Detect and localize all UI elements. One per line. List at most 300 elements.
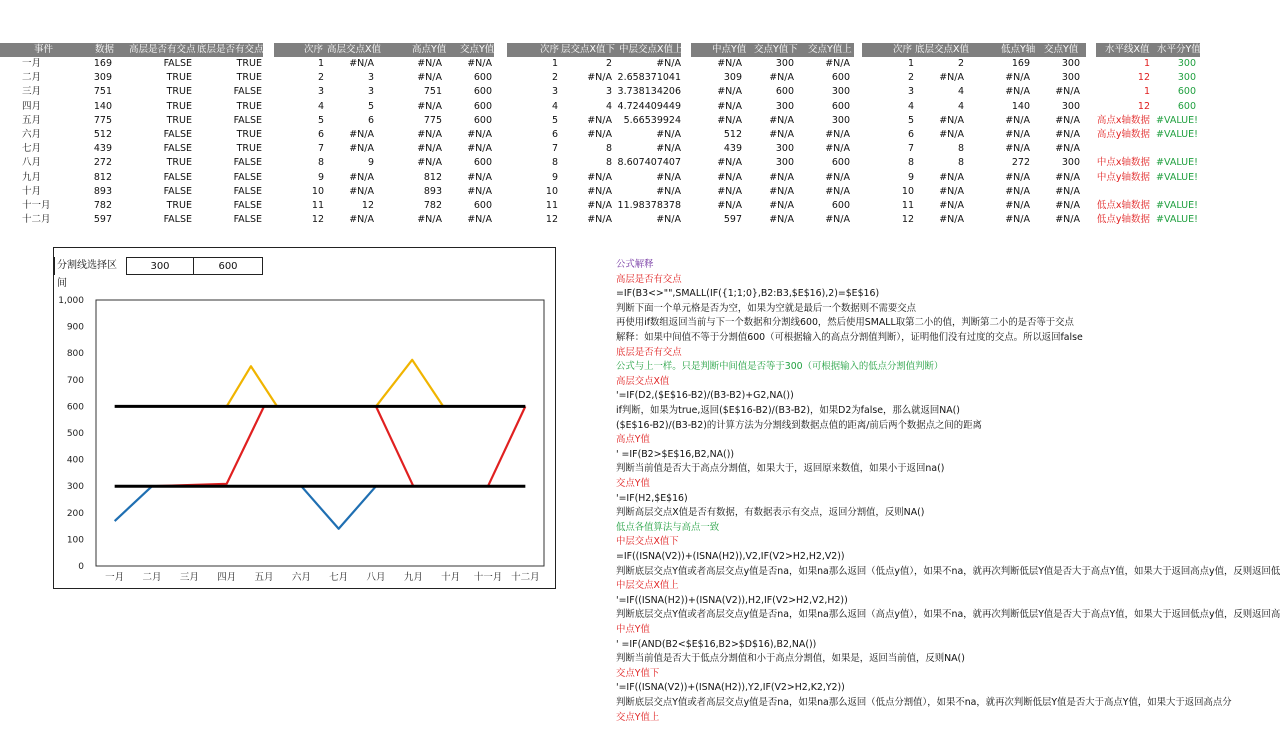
- x-tick-label: 三月: [179, 572, 199, 583]
- table-cell[interactable]: 8: [317, 157, 324, 169]
- table-cell[interactable]: #N/A: [717, 185, 742, 197]
- table-cell[interactable]: 4: [957, 86, 964, 98]
- table-cell[interactable]: #N/A: [349, 129, 374, 140]
- table-cell[interactable]: 8: [605, 143, 612, 155]
- table-cell[interactable]: #N/A: [1055, 143, 1080, 155]
- range-high-input[interactable]: 600: [193, 257, 263, 275]
- table-cell[interactable]: 600: [831, 200, 850, 211]
- table-cell[interactable]: #N/A: [587, 200, 612, 211]
- table-cell[interactable]: 597: [93, 214, 112, 226]
- table-cell[interactable]: 300: [775, 143, 794, 155]
- x-tick-label: 七月: [329, 572, 349, 583]
- table-cell[interactable]: 2: [317, 72, 324, 84]
- table-cell[interactable]: #N/A: [656, 143, 681, 155]
- table-cell[interactable]: FALSE: [233, 214, 262, 226]
- table-cell[interactable]: FALSE: [163, 185, 192, 197]
- table-cell[interactable]: #VALUE!: [1156, 114, 1198, 126]
- table-cell[interactable]: #N/A: [717, 200, 742, 211]
- table-cell[interactable]: #VALUE!: [1156, 214, 1198, 226]
- table-cell[interactable]: #N/A: [467, 185, 492, 197]
- table-cell[interactable]: 169: [93, 58, 112, 69]
- table-cell[interactable]: #N/A: [769, 129, 794, 140]
- table-cell[interactable]: #N/A: [587, 129, 612, 140]
- column-header[interactable]: 中层交点X值上: [619, 44, 683, 55]
- column-header[interactable]: 交点Y值下: [754, 44, 798, 55]
- table-cell[interactable]: #N/A: [939, 114, 964, 126]
- table-cell[interactable]: 140: [93, 100, 112, 112]
- table-cell[interactable]: #N/A: [417, 157, 442, 169]
- table-cell[interactable]: 九月: [22, 171, 42, 183]
- table-cell[interactable]: TRUE: [166, 200, 192, 211]
- table-cell[interactable]: TRUE: [166, 86, 192, 98]
- table-cell[interactable]: #N/A: [939, 200, 964, 211]
- table-cell[interactable]: #N/A: [825, 58, 850, 69]
- table-cell[interactable]: 9: [317, 171, 324, 183]
- table-cell[interactable]: #N/A: [1055, 86, 1080, 98]
- table-cell[interactable]: #N/A: [717, 157, 742, 169]
- table-cell[interactable]: 775: [93, 114, 112, 126]
- y-tick-label: 600: [66, 402, 84, 413]
- table-cell[interactable]: 五月: [22, 114, 42, 126]
- table-cell[interactable]: 12: [1137, 100, 1150, 112]
- plot-area: [96, 300, 544, 566]
- table-cell[interactable]: #N/A: [769, 171, 794, 183]
- table-cell[interactable]: 1: [1143, 86, 1150, 98]
- table-cell[interactable]: 3: [551, 86, 558, 98]
- table-cell[interactable]: TRUE: [236, 100, 262, 112]
- table-cell[interactable]: TRUE: [166, 72, 192, 84]
- table-cell[interactable]: 5: [551, 114, 558, 126]
- column-header[interactable]: 交点Y值上: [808, 44, 852, 55]
- x-tick-label: 六月: [291, 572, 311, 583]
- table-cell[interactable]: FALSE: [233, 114, 262, 126]
- table-cell[interactable]: 6: [907, 129, 914, 140]
- note-line: =IF((ISNA(V2))+(ISNA(H2)),V2,IF(V2>H2,H2,V2)): [616, 551, 845, 562]
- x-tick-label: 一月: [105, 572, 125, 583]
- table-cell[interactable]: #N/A: [769, 114, 794, 126]
- table-cell[interactable]: #N/A: [1005, 200, 1030, 211]
- table-cell[interactable]: #N/A: [717, 100, 742, 112]
- x-tick-label: 四月: [217, 572, 237, 583]
- table-cell[interactable]: 300: [831, 86, 850, 98]
- table-cell[interactable]: 4: [907, 100, 914, 112]
- table-cell[interactable]: 1: [551, 58, 558, 69]
- column-header[interactable]: 低点Y轴: [1001, 44, 1036, 55]
- table-cell[interactable]: #N/A: [349, 214, 374, 226]
- note-line: 判断高层交点X值是否有数据，有数据表示有交点，返回分割值，反则NA(): [616, 507, 925, 519]
- table-cell[interactable]: TRUE: [166, 157, 192, 169]
- table-cell[interactable]: #N/A: [769, 185, 794, 197]
- table-cell[interactable]: #N/A: [1005, 171, 1030, 183]
- table-cell[interactable]: 11: [311, 200, 324, 211]
- table-cell[interactable]: 300: [1061, 58, 1080, 69]
- table-cell[interactable]: #N/A: [939, 129, 964, 140]
- table-cell[interactable]: 600: [473, 200, 492, 211]
- column-header[interactable]: 交点Y值: [1044, 44, 1079, 55]
- table-cell[interactable]: 二月: [22, 72, 42, 84]
- table-cell[interactable]: 12: [545, 214, 558, 226]
- y-tick-label: 700: [66, 375, 84, 386]
- table-cell[interactable]: #N/A: [417, 100, 442, 112]
- table-cell[interactable]: #N/A: [1005, 185, 1030, 197]
- table-cell[interactable]: 600: [1177, 100, 1196, 112]
- table-cell[interactable]: 9: [551, 171, 558, 183]
- note-line: =IF(B3<>"",SMALL(IF({1;1;0},B2:B3,$E$16),2)=$E$16): [616, 288, 880, 300]
- table-cell[interactable]: #N/A: [656, 129, 681, 140]
- table-cell[interactable]: #N/A: [417, 58, 442, 69]
- table-cell[interactable]: #N/A: [825, 214, 850, 226]
- table-cell[interactable]: #N/A: [1005, 72, 1030, 84]
- table-cell[interactable]: #N/A: [349, 171, 374, 183]
- column-header[interactable]: 底层交点X值: [915, 44, 970, 55]
- column-header[interactable]: 交点Y值: [460, 44, 495, 55]
- table-cell[interactable]: #N/A: [939, 72, 964, 84]
- table-cell[interactable]: #N/A: [467, 171, 492, 183]
- table-cell[interactable]: #N/A: [1055, 200, 1080, 211]
- table-cell[interactable]: #N/A: [717, 114, 742, 126]
- table-cell[interactable]: TRUE: [236, 58, 262, 69]
- table-cell[interactable]: FALSE: [233, 157, 262, 169]
- table-cell[interactable]: 8: [957, 143, 964, 155]
- table-cell[interactable]: 600: [831, 100, 850, 112]
- table-cell[interactable]: FALSE: [163, 58, 192, 69]
- column-header[interactable]: 次序: [893, 44, 913, 55]
- table-cell[interactable]: 10: [901, 185, 914, 197]
- table-cell[interactable]: 3.738134206: [617, 86, 681, 98]
- table-cell[interactable]: 4: [317, 100, 324, 112]
- y-tick-label: 800: [66, 349, 84, 360]
- table-cell[interactable]: 4: [957, 100, 964, 112]
- table-cell[interactable]: 300: [775, 157, 794, 169]
- table-cell[interactable]: 4: [605, 100, 612, 112]
- table-cell[interactable]: FALSE: [163, 129, 192, 140]
- table-cell[interactable]: 1: [1143, 58, 1150, 69]
- table-cell[interactable]: 893: [93, 185, 112, 197]
- table-cell[interactable]: #N/A: [769, 200, 794, 211]
- table-cell[interactable]: 600: [473, 86, 492, 98]
- table-cell[interactable]: 4.724409449: [617, 100, 681, 112]
- table-cell[interactable]: 中点y轴数据: [1096, 171, 1150, 183]
- table-cell[interactable]: 300: [1061, 100, 1080, 112]
- table-cell[interactable]: 782: [93, 200, 112, 211]
- table-cell[interactable]: #N/A: [349, 58, 374, 69]
- table-cell[interactable]: TRUE: [236, 143, 262, 155]
- table-cell[interactable]: 600: [831, 157, 850, 169]
- table-cell[interactable]: 812: [423, 171, 442, 183]
- table-cell[interactable]: 300: [775, 100, 794, 112]
- note-line: 底层是否有交点: [616, 346, 682, 358]
- table-cell[interactable]: #N/A: [349, 143, 374, 155]
- table-cell[interactable]: 512: [723, 129, 742, 140]
- table-cell[interactable]: #N/A: [587, 214, 612, 226]
- table-cell[interactable]: 高点y轴数据: [1096, 129, 1150, 140]
- table-cell[interactable]: #N/A: [349, 185, 374, 197]
- table-cell[interactable]: 10: [545, 185, 558, 197]
- table-cell[interactable]: 十月: [22, 185, 42, 197]
- table-cell[interactable]: 11.98378378: [617, 200, 681, 211]
- table-cell[interactable]: 4: [551, 100, 558, 112]
- table-cell[interactable]: 12: [1137, 72, 1150, 84]
- table-cell[interactable]: #N/A: [939, 214, 964, 226]
- column-header[interactable]: 底层是否有交点: [197, 44, 264, 55]
- table-cell[interactable]: 12: [311, 214, 324, 226]
- table-cell[interactable]: 8: [907, 157, 914, 169]
- table-cell[interactable]: 1: [907, 58, 914, 69]
- y-tick-label: 100: [66, 535, 84, 546]
- table-cell[interactable]: FALSE: [163, 171, 192, 183]
- range-low-input[interactable]: 300: [126, 257, 194, 275]
- note-line: '=IF(D2,($E$16-B2)/(B3-B2)+G2,NA()): [616, 390, 794, 402]
- column-header[interactable]: 水平线X值: [1105, 44, 1150, 55]
- table-cell[interactable]: 8: [551, 157, 558, 169]
- table-cell[interactable]: 512: [93, 129, 112, 140]
- column-header[interactable]: 水平分Y值: [1157, 44, 1201, 55]
- table-cell[interactable]: 11: [901, 200, 914, 211]
- table-cell[interactable]: 低点x轴数据: [1096, 200, 1150, 211]
- table-cell[interactable]: FALSE: [233, 86, 262, 98]
- table-cell[interactable]: 2.658371041: [617, 72, 681, 84]
- table-cell[interactable]: TRUE: [236, 72, 262, 84]
- table-cell[interactable]: 600: [473, 72, 492, 84]
- series-line-high: [376, 360, 443, 407]
- table-cell[interactable]: 3: [317, 86, 324, 98]
- table-cell[interactable]: 140: [1011, 100, 1030, 112]
- table-cell[interactable]: #N/A: [1055, 114, 1080, 126]
- table-cell[interactable]: 3: [907, 86, 914, 98]
- y-tick-label: 900: [66, 322, 84, 333]
- table-cell[interactable]: 597: [723, 214, 742, 226]
- table-cell[interactable]: 7: [551, 143, 558, 155]
- table-cell[interactable]: 9: [367, 157, 374, 169]
- note-line: 中层交点X值上: [616, 580, 679, 592]
- table-cell[interactable]: TRUE: [236, 129, 262, 140]
- table-cell[interactable]: #N/A: [656, 214, 681, 226]
- table-cell[interactable]: #N/A: [1055, 129, 1080, 140]
- table-cell[interactable]: 十二月: [22, 214, 51, 226]
- table-cell[interactable]: #N/A: [825, 171, 850, 183]
- table-cell[interactable]: 600: [473, 157, 492, 169]
- column-header[interactable]: 次序: [304, 44, 324, 55]
- table-cell[interactable]: 5: [317, 114, 324, 126]
- column-header[interactable]: 层交点X值下: [561, 44, 616, 55]
- table-cell[interactable]: #VALUE!: [1156, 157, 1198, 169]
- table-cell[interactable]: #N/A: [939, 185, 964, 197]
- table-cell[interactable]: 272: [1011, 157, 1030, 169]
- y-tick-label: 200: [66, 508, 84, 519]
- table-cell[interactable]: 751: [93, 86, 112, 98]
- table-cell[interactable]: 6: [317, 129, 324, 140]
- table-cell[interactable]: 309: [723, 72, 742, 84]
- table-cell[interactable]: #N/A: [656, 58, 681, 69]
- table-cell[interactable]: 2: [551, 72, 558, 84]
- note-line: 交点Y值下: [616, 667, 660, 679]
- table-cell[interactable]: 6: [551, 129, 558, 140]
- table-cell[interactable]: FALSE: [163, 214, 192, 226]
- table-cell[interactable]: #N/A: [417, 129, 442, 140]
- table-cell[interactable]: #N/A: [587, 171, 612, 183]
- table-cell[interactable]: #N/A: [769, 214, 794, 226]
- column-header[interactable]: 次序: [540, 44, 560, 55]
- table-cell[interactable]: 8: [605, 157, 612, 169]
- table-cell[interactable]: 7: [317, 143, 324, 155]
- table-cell[interactable]: #VALUE!: [1156, 200, 1198, 211]
- table-cell[interactable]: 高点x轴数据: [1096, 114, 1150, 126]
- note-line: 解释：如果中间值不等于分割值600（可根据输入的高点分割值判断），证明他们没有过度的交点。所以返回false: [616, 332, 1083, 343]
- table-cell[interactable]: #VALUE!: [1156, 171, 1198, 183]
- table-cell[interactable]: #N/A: [825, 143, 850, 155]
- table-cell[interactable]: 300: [1177, 58, 1196, 69]
- table-cell[interactable]: #N/A: [717, 86, 742, 98]
- table-cell[interactable]: #N/A: [1005, 86, 1030, 98]
- table-cell[interactable]: #N/A: [587, 185, 612, 197]
- table-cell[interactable]: 12: [901, 214, 914, 226]
- note-line: 高点Y值: [616, 434, 650, 446]
- table-cell[interactable]: #N/A: [656, 171, 681, 183]
- table-cell[interactable]: 2: [907, 72, 914, 84]
- table-cell[interactable]: #N/A: [939, 171, 964, 183]
- table-cell[interactable]: 5.66539924: [623, 114, 681, 126]
- table-cell[interactable]: 三月: [22, 86, 42, 98]
- table-cell[interactable]: #N/A: [467, 58, 492, 69]
- x-tick-label: 十二月: [511, 572, 540, 583]
- table-cell[interactable]: 低点y轴数据: [1096, 214, 1150, 226]
- table-cell[interactable]: TRUE: [166, 114, 192, 126]
- column-header[interactable]: 中点Y值: [712, 44, 747, 55]
- table-cell[interactable]: 2: [605, 58, 612, 69]
- table-cell[interactable]: 300: [1061, 72, 1080, 84]
- table-cell[interactable]: FALSE: [233, 200, 262, 211]
- column-header[interactable]: 高层是否有交点: [129, 44, 196, 55]
- table-cell[interactable]: #N/A: [417, 143, 442, 155]
- note-line: 再使用if数组返回当前与下一个数据和分割线600，然后使用SMALL取第二小的值，判断第二小的是否等于交点: [616, 317, 1074, 329]
- table-cell[interactable]: [1156, 185, 1196, 199]
- table-cell[interactable]: #N/A: [417, 72, 442, 84]
- table-cell[interactable]: 600: [831, 72, 850, 84]
- table-cell[interactable]: 439: [723, 143, 742, 155]
- table-cell[interactable]: 169: [1011, 58, 1030, 69]
- table-cell[interactable]: 一月: [22, 58, 42, 69]
- note-line: 判断下面一个单元格是否为空，如果为空就是最后一个数据则不需要交点: [616, 302, 917, 314]
- table-cell[interactable]: 6: [367, 114, 374, 126]
- table-cell[interactable]: 八月: [22, 157, 42, 169]
- table-cell[interactable]: 600: [473, 100, 492, 112]
- table-cell[interactable]: 四月: [22, 100, 42, 112]
- y-tick-label: 0: [78, 562, 84, 572]
- table-cell[interactable]: #N/A: [1055, 185, 1080, 197]
- table-cell[interactable]: #N/A: [656, 185, 681, 197]
- table-cell[interactable]: 8.607407407: [617, 157, 681, 169]
- table-cell[interactable]: 309: [93, 72, 112, 84]
- table-cell[interactable]: #N/A: [1055, 171, 1080, 183]
- table-cell[interactable]: #N/A: [1055, 214, 1080, 226]
- table-cell[interactable]: [1096, 142, 1150, 156]
- table-cell[interactable]: 439: [93, 143, 112, 155]
- table-cell[interactable]: 782: [423, 200, 442, 211]
- table-cell[interactable]: #N/A: [417, 214, 442, 226]
- table-cell[interactable]: #N/A: [1005, 214, 1030, 226]
- column-header[interactable]: 高点Y值: [412, 44, 447, 55]
- note-line: ' =IF(AND(B2<$E$16,B2>$D$16),B2,NA()): [616, 638, 817, 650]
- x-tick-label: 十一月: [473, 572, 503, 583]
- table-cell[interactable]: 300: [775, 58, 794, 69]
- y-tick-label: 500: [66, 429, 84, 439]
- table-cell[interactable]: #N/A: [467, 214, 492, 226]
- table-cell[interactable]: #N/A: [467, 143, 492, 155]
- table-cell[interactable]: #N/A: [825, 185, 850, 197]
- table-cell[interactable]: 300: [1061, 157, 1080, 169]
- table-cell[interactable]: 1: [317, 58, 324, 69]
- note-line: ($E$16-B2)/(B3-B2)的计算方法为分割线到数据点值的距离/前后两个数据点之间的距离: [616, 419, 982, 431]
- column-header[interactable]: 数据: [95, 44, 115, 55]
- table-cell[interactable]: #N/A: [1005, 143, 1030, 155]
- note-line: 判断底层交点Y值或者高层交点y值是否na，如果na那么返回（高点y值），如果不na，就再次判断低层Y值是否大于高点Y值，如果大于返回低点y值，反则返回高: [616, 609, 1280, 621]
- table-cell[interactable]: TRUE: [166, 100, 192, 112]
- table-cell[interactable]: FALSE: [163, 143, 192, 155]
- table-cell[interactable]: #VALUE!: [1156, 129, 1198, 140]
- table-cell[interactable]: 3: [605, 86, 612, 98]
- table-cell[interactable]: #N/A: [717, 58, 742, 69]
- table-cell[interactable]: 751: [423, 86, 442, 98]
- table-cell[interactable]: 2: [957, 58, 964, 69]
- column-header[interactable]: 高层交点X值: [327, 44, 382, 55]
- table-cell[interactable]: #N/A: [587, 72, 612, 84]
- note-line: 判断底层交点Y值或者高层交点y值是否na，如果na那么返回（低点y值），如果不na，就再次判断低层Y值是否大于高点Y值，如果大于返回高点y值，反则返回低: [616, 565, 1280, 577]
- table-cell[interactable]: 12: [361, 200, 374, 211]
- table-cell[interactable]: #N/A: [769, 72, 794, 84]
- table-cell[interactable]: 5: [367, 100, 374, 112]
- table-cell[interactable]: FALSE: [233, 171, 262, 183]
- table-cell[interactable]: #N/A: [467, 129, 492, 140]
- table-cell[interactable]: 300: [831, 114, 850, 126]
- table-cell[interactable]: 10: [311, 185, 324, 197]
- table-cell[interactable]: 600: [775, 86, 794, 98]
- table-cell[interactable]: 600: [1177, 86, 1196, 98]
- table-cell[interactable]: 300: [1177, 72, 1196, 84]
- table-cell[interactable]: [1096, 185, 1150, 199]
- table-cell[interactable]: 七月: [22, 143, 42, 155]
- table-cell[interactable]: 775: [423, 114, 442, 126]
- table-cell[interactable]: 600: [473, 114, 492, 126]
- table-cell[interactable]: #N/A: [587, 114, 612, 126]
- table-cell[interactable]: #N/A: [1005, 114, 1030, 126]
- table-cell[interactable]: 5: [907, 114, 914, 126]
- note-line: 公式解释: [616, 259, 654, 270]
- table-cell[interactable]: 六月: [22, 129, 42, 140]
- table-cell[interactable]: #N/A: [825, 129, 850, 140]
- table-cell[interactable]: 3: [367, 86, 374, 98]
- table-cell[interactable]: 893: [423, 185, 442, 197]
- table-cell[interactable]: 十一月: [22, 200, 51, 211]
- table-cell[interactable]: [1156, 142, 1196, 156]
- column-header[interactable]: 事件: [34, 44, 54, 55]
- table-cell[interactable]: 8: [957, 157, 964, 169]
- table-cell[interactable]: 9: [907, 171, 914, 183]
- table-cell[interactable]: FALSE: [233, 185, 262, 197]
- note-line: 高层是否有交点: [616, 273, 682, 285]
- table-cell[interactable]: 7: [907, 143, 914, 155]
- table-cell[interactable]: #N/A: [1005, 129, 1030, 140]
- table-cell[interactable]: 272: [93, 157, 112, 169]
- table-cell[interactable]: #N/A: [717, 171, 742, 183]
- note-line: 中点Y值: [616, 624, 650, 635]
- table-cell[interactable]: 11: [545, 200, 558, 211]
- table-cell[interactable]: 中点x轴数据: [1096, 157, 1150, 169]
- series-line-mid: [488, 406, 525, 486]
- table-cell[interactable]: 3: [367, 72, 374, 84]
- note-line: 判断底层交点Y值或者高层交点y值是否na，如果na那么返回（低点分割值），如果不na，就再次判断低层Y值是否大于高点Y值，如果大于返回高点分: [616, 697, 1232, 708]
- note-line: 中层交点X值下: [616, 536, 679, 548]
- table-cell[interactable]: 812: [93, 171, 112, 183]
